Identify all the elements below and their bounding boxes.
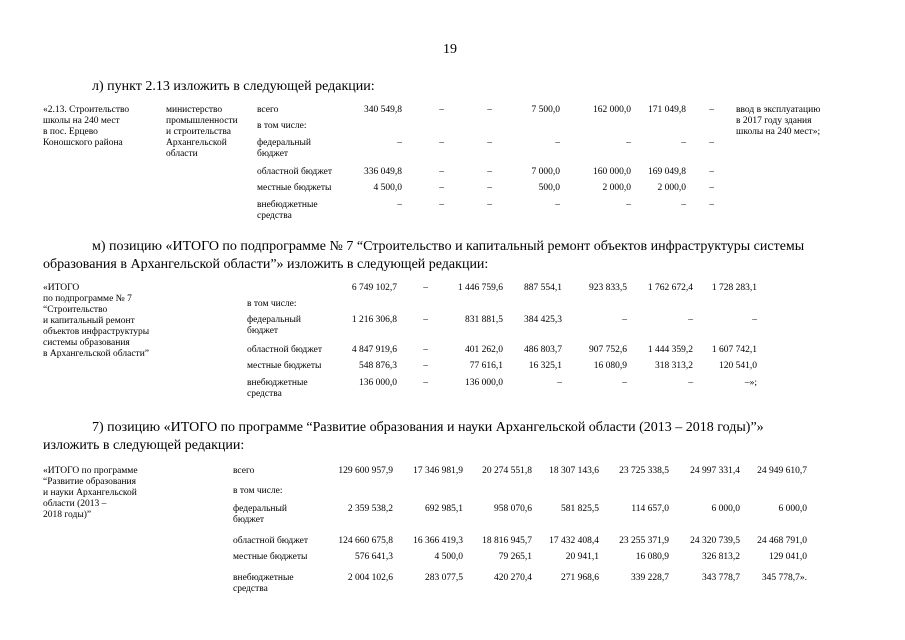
value-cell: – bbox=[688, 378, 693, 388]
value-cell: –»; bbox=[744, 378, 757, 388]
value-cell: 887 554,1 bbox=[524, 283, 562, 293]
value-cell: 16 366 419,3 bbox=[413, 536, 463, 546]
value-cell: – bbox=[626, 200, 631, 210]
row-label: в том числе: bbox=[233, 486, 283, 496]
value-cell: – bbox=[487, 167, 492, 177]
value-cell: 958 070,6 bbox=[494, 504, 532, 514]
value-cell: – bbox=[423, 345, 428, 355]
value-cell: – bbox=[688, 315, 693, 325]
value-cell: – bbox=[439, 183, 444, 193]
value-cell: 923 833,5 bbox=[589, 283, 627, 293]
row-label: всего bbox=[233, 466, 255, 476]
value-cell: 1 216 306,8 bbox=[351, 315, 397, 325]
value-cell: – bbox=[397, 138, 402, 148]
value-cell: 1 728 283,1 bbox=[711, 283, 757, 293]
value-cell: 486 803,7 bbox=[524, 345, 562, 355]
value-cell: 6 749 102,7 bbox=[351, 283, 397, 293]
value-cell: 907 752,6 bbox=[589, 345, 627, 355]
value-cell: 343 778,7 bbox=[702, 573, 740, 583]
value-cell: 4 847 919,6 bbox=[351, 345, 397, 355]
executor: министерство промышленности и строительства Архангельской области bbox=[166, 105, 238, 159]
value-cell: 77 616,1 bbox=[469, 361, 503, 371]
position-description: «2.13. Строительство школы на 240 мест в пос. Ерцево Коношского района bbox=[43, 105, 130, 148]
value-cell: 420 270,4 bbox=[494, 573, 532, 583]
value-cell: – bbox=[439, 105, 444, 115]
value-cell: 1 762 672,4 bbox=[647, 283, 693, 293]
value-cell: – bbox=[681, 200, 686, 210]
value-cell: – bbox=[439, 200, 444, 210]
value-cell: – bbox=[709, 200, 714, 210]
value-cell: 17 432 408,4 bbox=[549, 536, 599, 546]
value-cell: 548 876,3 bbox=[359, 361, 397, 371]
value-cell: 339 228,7 bbox=[631, 573, 669, 583]
row-label: внебюджетные средства bbox=[247, 378, 308, 399]
value-cell: – bbox=[626, 138, 631, 148]
value-cell: 576 641,3 bbox=[355, 552, 393, 562]
row-label: федеральный бюджет bbox=[247, 315, 301, 336]
value-cell: – bbox=[709, 167, 714, 177]
section-heading-m: м) позицию «ИТОГО по подпрограмме № 7 “Строительство и капитальный ремонт объектов инфраструктуры системы bbox=[92, 239, 805, 254]
value-cell: 2 004 102,6 bbox=[347, 573, 393, 583]
value-cell: 271 968,6 bbox=[561, 573, 599, 583]
value-cell: 581 825,5 bbox=[561, 504, 599, 514]
row-label: внебюджетные средства bbox=[233, 573, 294, 594]
value-cell: 6 000,0 bbox=[778, 504, 807, 514]
value-cell: 7 000,0 bbox=[531, 167, 560, 177]
value-cell: 136 000,0 bbox=[359, 378, 397, 388]
value-cell: – bbox=[439, 138, 444, 148]
row-label: местные бюджеты bbox=[257, 183, 332, 193]
value-cell: 1 607 742,1 bbox=[711, 345, 757, 355]
position-description: «ИТОГО по подпрограмме № 7 “Строительство и капитальный ремонт объектов инфраструктуры системы образования в Архангельской области” bbox=[43, 283, 150, 359]
value-cell: – bbox=[423, 361, 428, 371]
value-cell: – bbox=[709, 183, 714, 193]
value-cell: 1 446 759,6 bbox=[457, 283, 503, 293]
value-cell: 326 813,2 bbox=[702, 552, 740, 562]
value-cell: 136 000,0 bbox=[465, 378, 503, 388]
value-cell: – bbox=[681, 138, 686, 148]
value-cell: 2 359 538,2 bbox=[347, 504, 393, 514]
value-cell: 79 265,1 bbox=[498, 552, 532, 562]
position-description: «ИТОГО по программе “Развитие образования и науки Архангельской области (2013 – 2018 годы)” bbox=[43, 466, 138, 520]
value-cell: 2 000,0 bbox=[602, 183, 631, 193]
result-note: ввод в эксплуатацию в 2017 году здания школы на 240 мест»; bbox=[736, 105, 821, 137]
row-label: областной бюджет bbox=[247, 345, 323, 355]
value-cell: 4 500,0 bbox=[373, 183, 402, 193]
section-heading-l: л) пункт 2.13 изложить в следующей редакции: bbox=[92, 79, 375, 94]
value-cell: 18 307 143,6 bbox=[549, 466, 599, 476]
value-cell: 1 444 359,2 bbox=[647, 345, 693, 355]
value-cell: 7 500,0 bbox=[531, 105, 560, 115]
value-cell: 500,0 bbox=[538, 183, 560, 193]
value-cell: 2 000,0 bbox=[657, 183, 686, 193]
value-cell: – bbox=[487, 138, 492, 148]
value-cell: – bbox=[557, 378, 562, 388]
value-cell: 283 077,5 bbox=[425, 573, 463, 583]
row-label: всего bbox=[257, 105, 279, 115]
value-cell: 4 500,0 bbox=[434, 552, 463, 562]
value-cell: 692 985,1 bbox=[425, 504, 463, 514]
value-cell: 831 881,5 bbox=[465, 315, 503, 325]
value-cell: 160 000,0 bbox=[593, 167, 631, 177]
row-label: в том числе: bbox=[247, 299, 297, 309]
value-cell: – bbox=[555, 138, 560, 148]
value-cell: 16 080,9 bbox=[593, 361, 627, 371]
section-heading-7: 7) позицию «ИТОГО по программе “Развитие образования и науки Архангельской области (2013 – 2018 годы)”» bbox=[92, 420, 764, 435]
value-cell: – bbox=[622, 315, 627, 325]
row-label: внебюджетные средства bbox=[257, 200, 318, 221]
value-cell: 23 255 371,9 bbox=[619, 536, 669, 546]
value-cell: 124 660 675,8 bbox=[338, 536, 393, 546]
value-cell: 340 549,8 bbox=[364, 105, 402, 115]
value-cell: 18 816 945,7 bbox=[482, 536, 532, 546]
value-cell: 318 313,2 bbox=[655, 361, 693, 371]
value-cell: – bbox=[487, 105, 492, 115]
value-cell: 129 600 957,9 bbox=[338, 466, 393, 476]
value-cell: 336 049,8 bbox=[364, 167, 402, 177]
value-cell: 17 346 981,9 bbox=[413, 466, 463, 476]
value-cell: – bbox=[397, 200, 402, 210]
value-cell: – bbox=[423, 283, 428, 293]
value-cell: 20 274 551,8 bbox=[482, 466, 532, 476]
value-cell: 169 049,8 bbox=[648, 167, 686, 177]
value-cell: 20 941,1 bbox=[565, 552, 599, 562]
value-cell: – bbox=[423, 315, 428, 325]
row-label: областной бюджет bbox=[233, 536, 309, 546]
value-cell: 114 657,0 bbox=[631, 504, 669, 514]
value-cell: – bbox=[487, 183, 492, 193]
row-label: местные бюджеты bbox=[233, 552, 308, 562]
value-cell: – bbox=[752, 315, 757, 325]
value-cell: 384 425,3 bbox=[524, 315, 562, 325]
value-cell: 16 080,9 bbox=[635, 552, 669, 562]
row-label: федеральный бюджет bbox=[233, 504, 287, 525]
section-heading-7-cont: изложить в следующей редакции: bbox=[43, 438, 245, 453]
value-cell: 120 541,0 bbox=[719, 361, 757, 371]
page-number: 19 bbox=[443, 42, 457, 57]
value-cell: – bbox=[439, 167, 444, 177]
value-cell: 162 000,0 bbox=[593, 105, 631, 115]
value-cell: 129 041,0 bbox=[769, 552, 807, 562]
value-cell: 24 949 610,7 bbox=[757, 466, 807, 476]
value-cell: 24 320 739,5 bbox=[690, 536, 740, 546]
value-cell: – bbox=[709, 105, 714, 115]
value-cell: 345 778,7». bbox=[761, 573, 807, 583]
value-cell: 6 000,0 bbox=[711, 504, 740, 514]
value-cell: 401 262,0 bbox=[465, 345, 503, 355]
row-label: федеральный бюджет bbox=[257, 138, 311, 159]
value-cell: – bbox=[555, 200, 560, 210]
value-cell: 171 049,8 bbox=[648, 105, 686, 115]
value-cell: – bbox=[423, 378, 428, 388]
value-cell: 24 997 331,4 bbox=[690, 466, 740, 476]
value-cell: – bbox=[487, 200, 492, 210]
value-cell: 24 468 791,0 bbox=[757, 536, 807, 546]
value-cell: 23 725 338,5 bbox=[619, 466, 669, 476]
value-cell: – bbox=[622, 378, 627, 388]
row-label: в том числе: bbox=[257, 121, 307, 131]
value-cell: 16 325,1 bbox=[528, 361, 562, 371]
row-label: областной бюджет bbox=[257, 167, 333, 177]
value-cell: – bbox=[709, 138, 714, 148]
section-heading-m-cont: образования в Архангельской области”» изложить в следующей редакции: bbox=[43, 257, 489, 272]
row-label: местные бюджеты bbox=[247, 361, 322, 371]
